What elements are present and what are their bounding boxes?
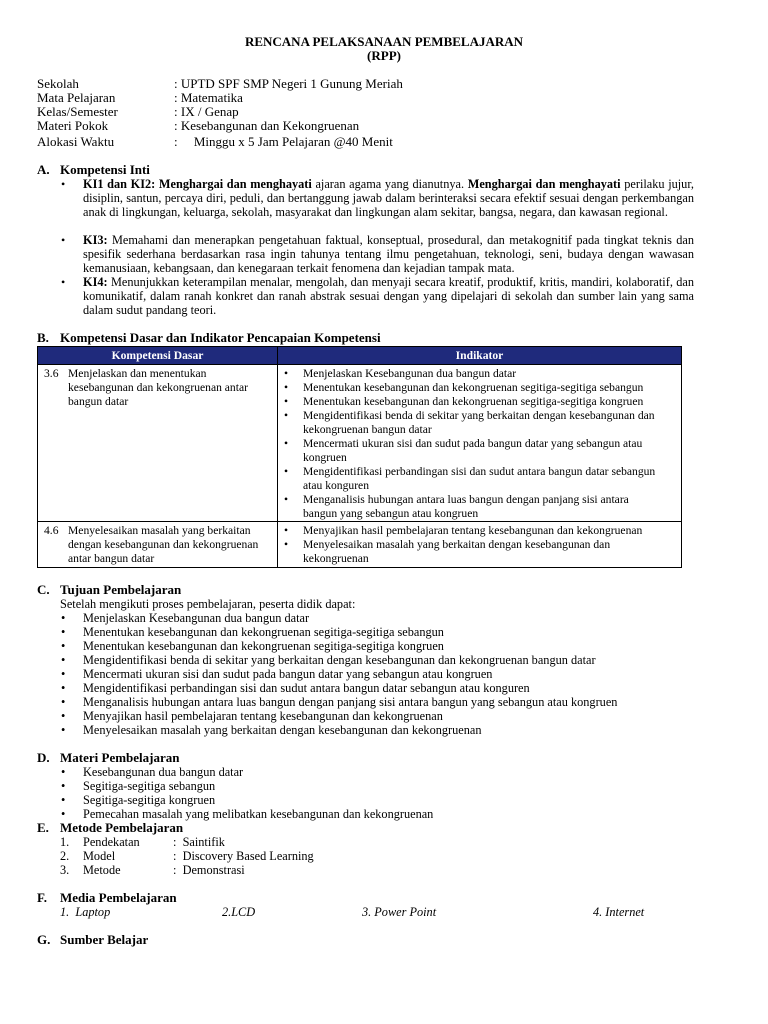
- ki4-text: Menunjukkan keterampilan menalar, mengolah, dan menyaji secara kreatif, produktif, kritis, mandiri, kolaboratif, dan komunikatif, dalam ranah konkret dan ranah abstrak sesuai dengan yang dipelajari di sekolah dan sumber lain yang sama dalam sudut pandang teori.: [83, 275, 694, 317]
- list-item: • Menjelaskan Kesebangunan dua bangun datar: [83, 611, 309, 625]
- kd-number: 3.6: [44, 367, 59, 380]
- header-indikator: Indikator: [278, 347, 682, 365]
- list-item: • Kesebangunan dua bangun datar: [83, 765, 243, 779]
- indicator-item: • Menganalisis hubungan antara luas bangun dengan panjang sisi antara bangun yang sebangun atau kongruen: [303, 493, 663, 521]
- list-item: • Mengidentifikasi benda di sekitar yang berkaitan dengan kesebangunan dan kekongruenan bangun datar: [83, 653, 596, 667]
- ki3-label: KI3:: [83, 233, 108, 247]
- list-item: • Menyelesaikan masalah yang berkaitan dengan kesebangunan dan kekongruenan: [83, 723, 481, 737]
- list-item: • Menyajikan hasil pembelajaran tentang kesebangunan dan kekongruenan: [83, 709, 443, 723]
- section-number: B.: [37, 330, 49, 345]
- indicator-item: • Menjelaskan Kesebangunan dua bangun datar: [303, 367, 673, 381]
- indicator-cell: [278, 365, 682, 522]
- document-subtitle: (RPP): [367, 48, 401, 63]
- media-item: 1. Laptop: [60, 905, 111, 919]
- metode-value: : Saintifik: [173, 835, 225, 849]
- kd-text-body: Menjelaskan dan menentukan kesebangunan dan kekongruenan antar bangun datar: [68, 367, 248, 408]
- list-item: • Segitiga-segitiga sebangun: [83, 779, 215, 793]
- header-kompetensi-dasar: Kompetensi Dasar: [38, 347, 278, 365]
- section-g-heading: [37, 933, 148, 947]
- kd-number: 4.6: [44, 524, 59, 537]
- kd-indicator-table: [37, 346, 682, 568]
- ki-item-1: [83, 177, 694, 219]
- indicator-item: • Menyajikan hasil pembelajaran tentang kesebangunan dan kekongruenan: [303, 524, 688, 538]
- document-title: RENCANA PELAKSANAAN PEMBELAJARAN: [244, 34, 524, 49]
- section-number: F.: [37, 890, 47, 905]
- section-e-heading: [37, 821, 183, 835]
- section-title: Kompetensi Inti: [60, 162, 150, 177]
- ki-item-4: [83, 275, 694, 317]
- media-item: 2.LCD: [222, 905, 256, 919]
- indicator-item: • Menentukan kesebangunan dan kekongruenan segitiga-segitiga sebangun: [303, 381, 673, 395]
- table-header-row: [38, 347, 682, 365]
- identity-label: Mata Pelajaran: [37, 90, 116, 105]
- tujuan-intro: Setelah mengikuti proses pembelajaran, peserta didik dapat:: [60, 597, 356, 611]
- indicator-item: • Menentukan kesebangunan dan kekongruenan segitiga-segitiga kongruen: [303, 395, 693, 409]
- media-item: 3. Power Point: [362, 905, 437, 919]
- media-item: 4. Internet: [593, 905, 645, 919]
- table-row: [38, 522, 682, 568]
- section-d-heading: [37, 751, 179, 765]
- kd-text: Menyelesaikan masalah yang berkaitan dengan kesebangunan dan kekongruenan antar bangun datar: [68, 524, 259, 565]
- ki12-bold2: Menghargai dan menghayati: [467, 177, 621, 191]
- metode-label: Metode: [83, 863, 121, 877]
- list-item: • Segitiga-segitiga kongruen: [83, 793, 215, 807]
- section-title: Tujuan Pembelajaran: [60, 582, 182, 597]
- ki-item-3: [83, 233, 694, 275]
- section-number: E.: [37, 820, 49, 835]
- section-number: G.: [37, 932, 51, 947]
- section-number: C.: [37, 582, 50, 597]
- indicator-item: • Menyelesaikan masalah yang berkaitan dengan kesebangunan dan kekongruenan: [303, 538, 663, 566]
- section-f-heading: [37, 891, 177, 905]
- ki4-label: KI4:: [83, 275, 108, 289]
- section-title: Materi Pembelajaran: [60, 750, 180, 765]
- identity-value: : Minggu x 5 Jam Pelajaran @40 Menit: [174, 134, 393, 149]
- ki12-label: KI1 dan KI2: Menghargai dan menghayati: [83, 177, 312, 191]
- section-title: Sumber Belajar: [60, 932, 149, 947]
- metode-number: 3.: [60, 863, 70, 877]
- metode-label: Pendekatan: [83, 835, 140, 849]
- section-c-heading: [37, 583, 181, 597]
- identity-value: : Kesebangunan dan Kekongruenan: [174, 118, 360, 133]
- indicator-item: • Mengidentifikasi benda di sekitar yang berkaitan dengan kesebangunan dan kekongruenan bangun datar: [303, 409, 678, 437]
- list-item: • Menentukan kesebangunan dan kekongruenan segitiga-segitiga sebangun: [83, 625, 444, 639]
- ki12-mid: ajaran agama yang dianutnya.: [311, 177, 468, 191]
- kd-cell: [38, 365, 278, 522]
- list-item: • Mengidentifikasi perbandingan sisi dan sudut antara bangun datar sebangun atau konguren: [83, 681, 530, 695]
- list-item: • Mencermati ukuran sisi dan sudut pada bangun datar yang sebangun atau kongruen: [83, 667, 492, 681]
- list-item: • Menganalisis hubungan antara luas bangun dengan panjang sisi antara bangun yang sebangun atau kongruen: [83, 695, 617, 709]
- table-row: [38, 365, 682, 522]
- list-item: • Menentukan kesebangunan dan kekongruenan segitiga-segitiga kongruen: [83, 639, 444, 653]
- section-a-heading: [37, 163, 150, 177]
- ki12-text: perilaku jujur, disiplin, santun, percaya diri, peduli, dan bertanggung jawab dalam berinteraksi secara efektif sesuai dengan perkembangan anak di lingkungan, keluarga, sekolah, masyarakat dan lingkungan alam sekitar, bangsa, negara, dan kawasan regional.: [83, 177, 695, 219]
- metode-label: Model: [83, 849, 116, 863]
- identity-value: : IX / Genap: [174, 104, 239, 119]
- metode-value: : Discovery Based Learning: [173, 849, 314, 863]
- indicator-item: • Mencermati ukuran sisi dan sudut pada bangun datar yang sebangun atau kongruen: [303, 437, 663, 465]
- metode-number: 1.: [60, 835, 70, 849]
- identity-value: : Matematika: [174, 90, 243, 105]
- section-title: Metode Pembelajaran: [60, 820, 184, 835]
- section-title: Kompetensi Dasar dan Indikator Pencapaian Kompetensi: [60, 330, 381, 345]
- identity-label: Alokasi Waktu: [37, 134, 115, 149]
- identity-label: Materi Pokok: [37, 118, 109, 133]
- identity-value: : UPTD SPF SMP Negeri 1 Gunung Meriah: [174, 76, 403, 91]
- kd-text: [68, 367, 273, 409]
- ki3-text: Memahami dan menerapkan pengetahuan faktual, konseptual, prosedural, dan metakognitif pada tingkat teknis dan spesifik sederhana berdasarkan rasa ingin tahunya tentang ilmu pengetahuan, teknologi, seni, budaya dengan wawasan kemanusiaan, kebangsaan, dan kenegaraan terkait fenomena dan kejadian tampak mata.: [83, 233, 694, 275]
- section-title: Media Pembelajaran: [60, 890, 177, 905]
- indicator-cell: [278, 522, 682, 568]
- identity-label: Sekolah: [37, 76, 79, 91]
- section-number: D.: [37, 750, 50, 765]
- identity-label: Kelas/Semester: [37, 104, 118, 119]
- metode-value: : Demonstrasi: [173, 863, 245, 877]
- section-b-heading: [37, 331, 381, 345]
- section-number: A.: [37, 162, 50, 177]
- kd-cell: [38, 522, 278, 568]
- metode-number: 2.: [60, 849, 70, 863]
- list-item: • Pemecahan masalah yang melibatkan kesebangunan dan kekongruenan: [83, 807, 433, 821]
- indicator-item: • Mengidentifikasi perbandingan sisi dan sudut antara bangun datar sebangun atau konguren: [303, 465, 673, 493]
